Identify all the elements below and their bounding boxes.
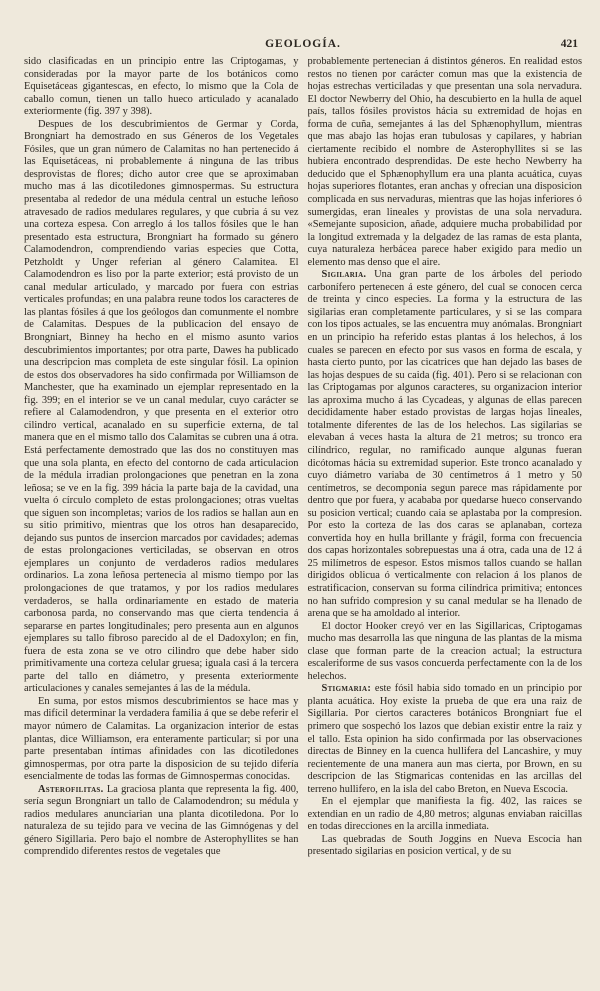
paragraph: Despues de los descubrimientos de Germar y Corda, Brongniart ha demostrado en sus Géneros de los Vegetales Fósiles, que un gran número de Calamitas no han pertenecido á las Equisetáceas, ni probablemente á ninguna de las tribus desprovistas de flores; dicho autor cree que se aproximaban mucho mas á las dicotiledones gimnospermas. Su estructura presentaba al rededor de una médula central un estuche leñoso atravesado de radios medulares regulares, y que cubria á su vez una corteza espesa. Con arreglo á los tallos fósiles que le han presentado esta estructura, Brongniart ha formado su género Calamodendron, comprendiendo varias especies que Cotta, Petzholdt y Unger referian al género Calamitea. El Calamodendron es liso por la parte exterior; está provisto de un canal medular articulado, y marcado por fuera con estrias verticales profundas; en una palabra reune todos los caracteres de las plantas fósiles á que los geólogos dan comunmente el nombre de Calamitas. Despues de la publicacion del ensayo de Brongniart, Binney ha hecho en el mismo asunto varios descubrimientos importantes; por otra parte, Dawes ha publicado una descripcion mas completa de este singular fósil. La opinion de estos dos observadores ha sido confirmada por Williamson de Manchester, que ha examinado un ejemplar representado en la fig. 399; en el interior se ve un canal medular, cuyo carácter se refiere al Calamodendron, y que presenta en el exterior otro cilindro vertical, acanalado en su superficie externa, de tal manera que en el mismo tallo dos Calamitas se cubren una á otra. Está perfectamente demostrado que las dos no constituyen mas que una sola planta, en efecto del contorno de cada articulacion de la médula irradian prolongaciones que penetran en la zona leñosa; se ve en la fig. 399 hácia la parte baja de la cavidad, una vuelta ó círculo completo de estas prolongaciones; otras vueltas que siguen son incompletas; varios de los radios se hallan aun en su sitio primitivo, mientras que los otros han desaparecido, dejando sus puntos de insercion marcados por cavidades; ademas de estas prolongaciones verticiladas, se observan en otros ejemplares un conjunto de verdaderos radios medulares ordinarios. La zona leñosa pertenecia al mismo tiempo por las prolongaciones de que tratamos, y por los radios medulares verdaderos, se halla ordinariamente en estado de materia carbonosa parda, no conservando mas que cierta tendencia á separarse en partes longitudinales; pero presenta aun en algunos ejemplares su tallo fibroso parecido al de el Dadoxylon; en fin, fuera de esta zona se ve otro cilindro que debe haber sido primitivamente una corteza celular gruesa; iguala casi á la tercera parte del tallo en diámetro, y presenta exteriormente articulaciones y canales semejantes á las de la médula.	[24, 118, 299, 695]
section-lead: Stigmaria:	[321, 683, 372, 695]
paragraph: probablemente pertenecian á distintos géneros. En realidad estos restos no tienen por carácter comun mas que la existencia de hojas estrechas verticiladas y que presentan una sola nervadura. El doctor Newberry del Ohio, ha descubierto en la hulla de aquel país, tallos fósiles provistos hácia su extremidad de hojas en forma de cuña, semejantes á las del Sphænophyllum, mientras que mas abajo las hojas eran tubulosas y capilares, y habrian ciertamente recibido el nombre de Asterophyllites si se las hubiera encontrado desprendidas. De este hecho Newberry ha deducido que el Sphænophyllum era una planta acuática, cuyas hojas superiores flotantes, eran anchas y ofrecian una disposicion complicada en sus nervaduras, mientras que las hojas inferiores ó sumergidas, eran lineales y provistas de una sola nervadura. «Semejante suposicion, añade, adquiere mucha probabilidad por la longitud extremada y la delgadez de las ramas de esta planta, cuya naturaleza herbácea parece haber exigido para medio un elemento mas denso que el aire.	[307, 56, 582, 268]
paragraph: Asterofilitas. La graciosa planta que representa la fig. 400, sería segun Brongniart un tallo de Calamodendron; su médula y radios medulares anunciarian una planta dicotiledona. Por lo naturaleza de su tejido para ve vecina de las Gimnógenas y del género Sigillaria. Pero bajo el nombre de Asterophyllites se han comprendido diferentes restos de vegetales que	[24, 783, 299, 858]
running-title: GEOLOGÍA.	[265, 38, 341, 50]
section-lead: Asterofilitas.	[38, 783, 104, 795]
paragraph: En el ejemplar que manifiesta la fig. 402, las raices se extendian en un radio de 4,80 metros; algunas enviaban raicillas en todas direcciones en la arcilla inmediata.	[307, 796, 582, 833]
paragraph: Stigmaria: este fósil habia sido tomado en un principio por planta acuática. Hoy existe la prueba de que era una raiz de Sigillaria. Por ciertos caracteres botánicos Brongniart fue el primero que sospechó los lazos que debian existir entre la raiz y el tallo. Esta opinion ha sido confirmada por las observaciones directas de Binney en la cuenca hullifera del Lancashire, y muy recientemente de una manera aun mas cierta, por Brown, en su descripcion de las Stigmaricas contenidas en las arcillas del terreno hullifero, en la isla del cabo Breton, en Nueva Escocia.	[307, 683, 582, 795]
running-head	[24, 38, 582, 54]
page-number: 421	[560, 38, 578, 50]
paragraph: sido clasificadas en un principio entre las Criptogamas, y consideradas por la mayor parte de los botánicos como Equisetáceas gigantescas, en efecto, lo mismo que la Cola de caballo comun, tienen un tallo hueco articulado y acanalado exteriormente (fig. 397 y 398).	[24, 56, 299, 118]
left-column	[24, 56, 299, 985]
paragraph: En suma, por estos mismos descubrimientos se hace mas y mas difícil determinar la verdadera familia á que se debe referir el mayor número de Calamitas. La organizacion interior de estas plantas, dice Williamson, era enteramente particular; si por una parte presentaban íntimas afinidades con las dicotiledones gimnospermas, por otra parte la disposicion de su tejido difería esencialmente de todas las formas de Gimnospermas conocidas.	[24, 695, 299, 783]
right-column	[308, 56, 583, 985]
text-columns	[24, 56, 582, 985]
paragraph: Las quebradas de South Joggins en Nueva Escocia han presentado sigilarias en posicion vertical, y de su	[307, 833, 582, 858]
paragraph: El doctor Hooker creyó ver en las Sigillaricas, Criptogamas mucho mas desarrolla las que ninguna de las plantas de la misma clase que forman parte de la creacion actual; la estructura escaleriforme de sus vasos concuerda perfectamente con la de los helechos.	[307, 620, 582, 682]
paragraph: Sigilaria. Una gran parte de los árboles del periodo carbonífero pertenecen á este género, del cual se conocen cerca de treinta y cinco especies. La forma y la estructura de las sigilarias eran completamente particulares, y si se las compara con los tipos actuales, se las encuentra muy anómalas. Brongniart en un principio ha referido estas plantas á los helechos, á los cuales se parecen en efecto por sus vasos en forma de escala, y hasta cierto punto, por las cicatrices que han dejado las bases de las hojas despues de su caida (fig. 401). Pero si se relacionan con las Criptogamas por algunos caracteres, su organizacion interior las aproxima mucho á las Cycadeas, y algunas de ellas parecen decididamente haber estado provistas de largas hojas lineales, totalmente diferentes de las de los helechos. Las sigilarias se elevaban á veces hasta la altura de 21 metros; su tronco era cilíndrico, regular, no ramificado aunque algunas fueran dicótomas hácia su extremidad superior. Este tronco acanalado y cuyo diámetro variaba de 30 centímetros á 1 metro y 50 centímetros, se decomponia segun parece mas rápidamente por dentro que por fuera, y acababa por quedarse hueco conservando su posicion vertical; cuando caia se aplastaba por la compresion. Por esto la corteza de las dos caras se aplanaban, corteza convertida hoy en hulla brillante y frágil, forma con frecuencia dos capas horizontales sobrepuestas una á otra, cada una de 12 á 25 milímetros de espesor. Estos mismos tallos cuando se hallan dirigidos oblicua ó verticalmente con relacion á los planos de estratificacion, conservan su forma cilíndrica primitiva; entonces no han sufrido compresion y su canal medular se ha llenado de arena que se ha amoldado al interior.	[307, 269, 582, 620]
section-lead: Sigilaria.	[321, 269, 367, 281]
